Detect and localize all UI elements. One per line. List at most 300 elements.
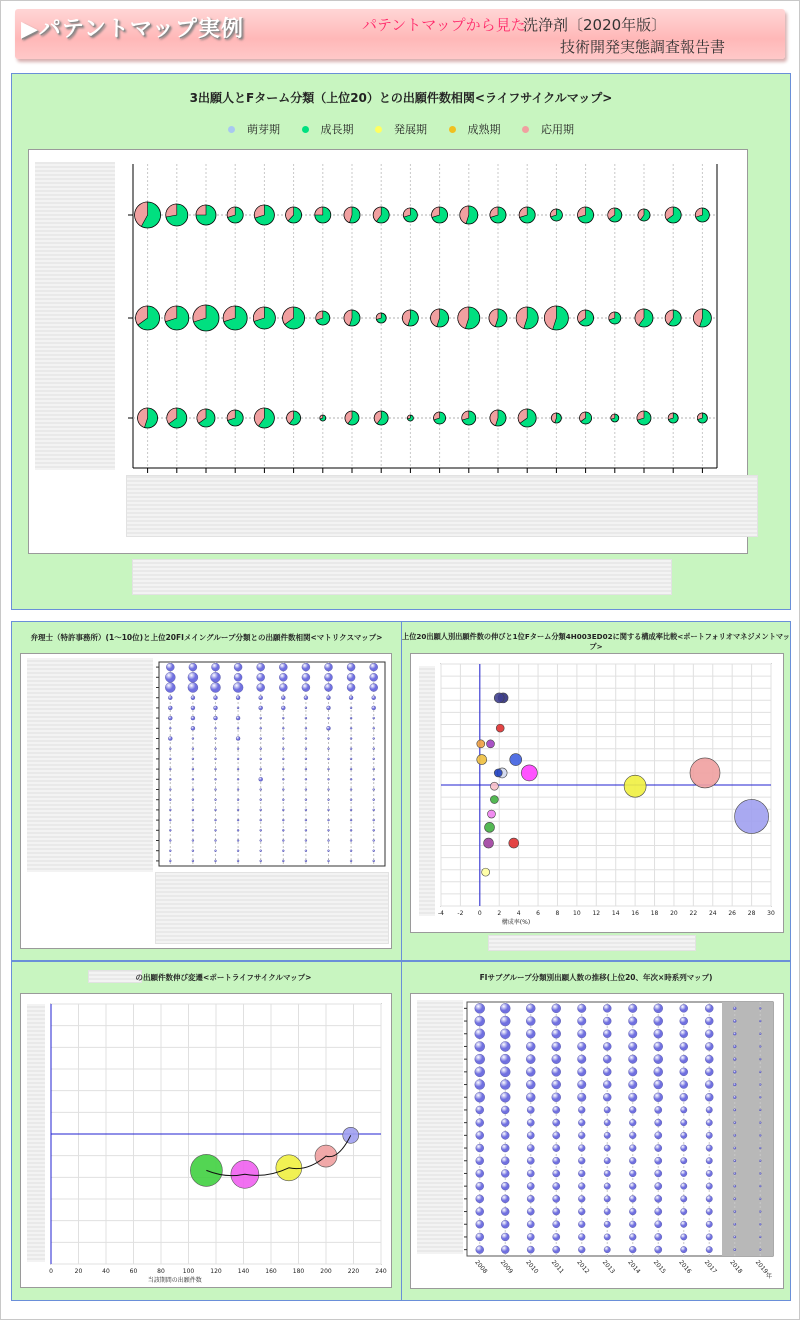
matrix-bubble-r13-c6: [305, 799, 307, 801]
portfolio-chart-box: [410, 653, 784, 933]
matrix-bubble-r0-c6: [302, 663, 310, 671]
ts-bubble-r18-c7: [655, 1233, 662, 1240]
ts-bubble-r11-c2: [527, 1144, 534, 1151]
matrix-bubble-r7-c9: [373, 738, 375, 740]
ts-bubble-r8-c5: [604, 1107, 610, 1113]
matrix-bubble-r16-c3: [237, 829, 239, 831]
matrix-bubble-r10-c6: [305, 768, 307, 770]
matrix-bubble-r19-c1: [192, 860, 194, 862]
portlife-panel: [11, 961, 402, 1301]
matrix-bubble-r18-c2: [215, 850, 217, 852]
ts-bubble-r7-c9: [705, 1093, 713, 1101]
matrix-bubble-r16-c9: [373, 829, 375, 831]
matrix-bubble-r0-c3: [234, 663, 242, 671]
ts-bubble-r1-c1: [500, 1016, 510, 1026]
matrix-bubble-r1-c3: [234, 673, 242, 681]
ts-bubble-r2-c1: [500, 1029, 510, 1039]
ts-bubble-r11-c3: [553, 1144, 560, 1151]
ts-bubble-r11-c8: [681, 1145, 687, 1151]
ts-bubble-r17-c4: [578, 1221, 585, 1228]
ts-bubble-r11-c10: [734, 1147, 736, 1149]
portlife-x-tick-label-10: 200: [320, 1268, 332, 1275]
ts-year-label-7: 2015: [651, 1258, 667, 1276]
matrix-bubble-r9-c0: [169, 758, 171, 760]
matrix-bubble-r5-c2: [214, 716, 218, 720]
ts-bubble-r18-c11: [759, 1236, 761, 1238]
matrix-bubble-r4-c7: [327, 706, 331, 710]
ts-year-label-2: 2010: [524, 1258, 540, 1276]
ts-bubble-r13-c7: [655, 1170, 662, 1177]
matrix-bubble-r0-c1: [189, 663, 197, 671]
ts-bubble-r9-c5: [604, 1119, 610, 1125]
ts-bubble-r5-c10: [733, 1070, 736, 1073]
ts-bubble-r17-c8: [681, 1221, 687, 1227]
matrix-bubble-r18-c3: [237, 850, 239, 852]
matrix-bubble-r7-c2: [215, 738, 217, 740]
ts-bubble-r8-c11: [759, 1109, 761, 1111]
ts-bubble-r12-c2: [527, 1157, 534, 1164]
matrix-bubble-r15-c1: [192, 819, 194, 821]
ts-bubble-r15-c4: [578, 1195, 585, 1202]
ts-bubble-r6-c2: [526, 1080, 535, 1089]
matrix-bubble-r5-c3: [236, 716, 240, 720]
matrix-bubble-r14-c8: [350, 809, 352, 811]
matrix-bubble-r17-c9: [373, 840, 375, 842]
ts-bubble-r9-c9: [706, 1119, 712, 1125]
header-doc-name: 洗浄剤〔2020年版〕: [523, 16, 667, 34]
ts-year-label-5: 2013: [600, 1258, 616, 1276]
matrix-bubble-r14-c2: [215, 809, 217, 811]
ts-bubble-r8-c1: [501, 1106, 509, 1114]
ts-bubble-r4-c11: [759, 1058, 761, 1060]
matrix-bubble-r12-c8: [350, 789, 352, 791]
header-subtitle: パテントマップから見た: [362, 16, 526, 34]
ts-bubble-r14-c11: [759, 1185, 761, 1187]
legend-item-0: [228, 121, 280, 137]
redacted-portfolio-caption: [488, 935, 696, 951]
ts-bubble-r2-c6: [629, 1030, 638, 1039]
portfolio-x-tick-label-6: 8: [555, 910, 560, 917]
ts-bubble-r16-c11: [759, 1211, 761, 1213]
ts-bubble-r5-c4: [578, 1068, 587, 1077]
matrix-bubble-r6-c3: [237, 727, 239, 729]
slice-r2-c16: [611, 414, 615, 419]
ts-bubble-r8-c4: [578, 1107, 585, 1114]
ts-bubble-r2-c4: [578, 1030, 587, 1039]
ts-bubble-r5-c7: [654, 1067, 663, 1076]
matrix-bubble-r18-c6: [305, 850, 307, 852]
ts-bubble-r9-c8: [681, 1119, 687, 1125]
matrix-bubble-r17-c7: [328, 840, 330, 842]
ts-bubble-r19-c2: [527, 1246, 534, 1253]
ts-bubble-r10-c7: [655, 1132, 662, 1139]
ts-bubble-r6-c0: [475, 1080, 485, 1090]
ts-bubble-r16-c1: [501, 1208, 509, 1216]
ts-bubble-r5-c2: [526, 1067, 535, 1076]
portlife-chart-title: の出願件数伸び変遷<ポートライフサイクルマップ>: [135, 973, 312, 982]
matrix-bubble-r2-c8: [347, 684, 355, 692]
matrix-bubble-r0-c2: [212, 663, 220, 671]
matrix-bubble-r17-c0: [169, 840, 171, 842]
matrix-bubble-r7-c3: [236, 737, 240, 741]
ts-bubble-r4-c3: [552, 1055, 561, 1064]
portlife-map-chart: [21, 994, 391, 1287]
ts-bubble-r1-c9: [705, 1017, 713, 1025]
ts-bubble-r16-c2: [527, 1208, 534, 1215]
matrix-bubble-r1-c5: [279, 673, 287, 681]
matrix-bubble-r5-c9: [373, 717, 375, 719]
matrix-bubble-r9-c9: [373, 758, 375, 760]
main-legend: [12, 121, 790, 137]
matrix-bubble-r6-c8: [350, 727, 352, 729]
ts-bubble-r8-c9: [706, 1107, 712, 1113]
ts-bubble-r15-c11: [759, 1198, 761, 1200]
ts-bubble-r7-c2: [526, 1093, 535, 1102]
ts-bubble-r12-c3: [553, 1157, 560, 1164]
portlife-x-tick-label-7: 140: [237, 1268, 250, 1275]
matrix-bubble-r14-c5: [282, 809, 284, 811]
ts-year-label-9: 2017: [702, 1258, 718, 1276]
matrix-bubble-r7-c0: [168, 737, 172, 741]
portfolio-point-5: [477, 755, 487, 765]
ts-bubble-r13-c4: [578, 1170, 585, 1177]
matrix-bubble-r0-c7: [325, 663, 333, 671]
ts-bubble-r17-c10: [734, 1223, 736, 1225]
portfolio-point-17: [484, 838, 494, 848]
ts-bubble-r6-c11: [759, 1084, 761, 1086]
matrix-bubble-r19-c2: [215, 860, 217, 862]
ts-bubble-r0-c10: [733, 1007, 736, 1010]
ts-bubble-r5-c8: [680, 1068, 688, 1076]
ts-bubble-r5-c1: [500, 1067, 510, 1077]
ts-bubble-r12-c1: [501, 1157, 509, 1165]
ts-bubble-r17-c9: [706, 1221, 712, 1227]
portfolio-x-axis-label: 構成率(%): [501, 919, 531, 926]
ts-bubble-r0-c3: [552, 1004, 561, 1013]
matrix-bubble-r10-c0: [169, 768, 171, 770]
matrix-bubble-r10-c2: [215, 768, 217, 770]
ts-bubble-r3-c9: [705, 1042, 713, 1050]
matrix-bubble-r12-c1: [192, 789, 194, 791]
ts-bubble-r12-c11: [759, 1160, 761, 1162]
matrix-bubble-r1-c7: [325, 673, 333, 681]
timeseries-panel: [401, 961, 791, 1301]
ts-bubble-r9-c10: [734, 1121, 736, 1123]
ts-bubble-r5-c11: [759, 1071, 761, 1073]
ts-bubble-r7-c11: [759, 1096, 761, 1098]
ts-bubble-r9-c2: [527, 1119, 534, 1126]
slice-r2-c9: [407, 415, 410, 419]
ts-bubble-r19-c0: [476, 1246, 484, 1254]
matrix-bubble-r12-c6: [305, 789, 307, 791]
matrix-bubble-r4-c4: [259, 706, 263, 710]
matrix-bubble-r2-c6: [302, 684, 310, 692]
timeseries-shaded-region: [722, 1002, 773, 1256]
ts-bubble-r1-c10: [733, 1020, 736, 1023]
ts-bubble-r1-c7: [654, 1017, 663, 1026]
matrix-bubble-r3-c5: [281, 696, 285, 700]
matrix-bubble-r12-c0: [169, 789, 171, 791]
ts-bubble-r11-c1: [501, 1144, 509, 1152]
ts-bubble-r6-c3: [552, 1080, 561, 1089]
matrix-bubble-r8-c3: [237, 748, 239, 750]
portfolio-x-tick-label-17: 30: [767, 910, 775, 917]
portfolio-x-tick-label-7: 10: [573, 910, 581, 917]
matrix-bubble-r4-c0: [168, 706, 172, 710]
ts-bubble-r3-c10: [733, 1045, 736, 1048]
ts-bubble-r19-c10: [734, 1248, 736, 1250]
ts-bubble-r2-c9: [705, 1030, 713, 1038]
ts-bubble-r14-c9: [706, 1183, 712, 1189]
portfolio-point-4: [487, 740, 495, 748]
matrix-bubble-r7-c1: [192, 738, 194, 740]
ts-bubble-r13-c11: [759, 1172, 761, 1174]
ts-bubble-r12-c10: [734, 1160, 736, 1162]
ts-bubble-r4-c8: [680, 1055, 688, 1063]
matrix-bubble-r1-c1: [188, 672, 198, 682]
ts-bubble-r11-c4: [578, 1145, 585, 1152]
ts-bubble-r5-c5: [603, 1068, 611, 1076]
matrix-bubble-r15-c5: [282, 819, 284, 821]
ts-bubble-r1-c6: [629, 1017, 638, 1026]
matrix-bubble-r8-c6: [305, 748, 307, 750]
page-title: ▶パテントマップ実例: [21, 17, 244, 42]
ts-bubble-r15-c6: [629, 1195, 636, 1202]
ts-bubble-r2-c2: [526, 1029, 535, 1038]
ts-bubble-r14-c2: [527, 1183, 534, 1190]
matrix-bubble-r19-c6: [305, 860, 307, 862]
ts-bubble-r18-c3: [553, 1233, 560, 1240]
matrix-bubble-r11-c9: [373, 778, 375, 780]
header-banner: [15, 9, 785, 59]
ts-bubble-r9-c1: [501, 1119, 509, 1127]
matrix-bubble-r16-c7: [328, 829, 330, 831]
ts-bubble-r14-c6: [629, 1183, 636, 1190]
portlife-x-tick-label-4: 80: [157, 1268, 165, 1275]
matrix-bubble-r4-c3: [237, 707, 239, 709]
ts-bubble-r16-c7: [655, 1208, 662, 1215]
matrix-bubble-r16-c2: [215, 829, 217, 831]
ts-bubble-r16-c3: [553, 1208, 560, 1215]
matrix-bubble-r13-c9: [373, 799, 375, 801]
ts-bubble-r14-c8: [681, 1183, 687, 1189]
ts-bubble-r10-c2: [527, 1132, 534, 1139]
matrix-bubble-r5-c5: [282, 717, 284, 719]
ts-bubble-r2-c8: [680, 1030, 688, 1038]
ts-bubble-r14-c0: [476, 1182, 484, 1190]
ts-bubble-r2-c7: [654, 1029, 663, 1038]
matrix-bubble-r11-c5: [282, 778, 284, 780]
ts-bubble-r5-c9: [705, 1068, 713, 1076]
matrix-bubble-r6-c4: [260, 727, 262, 729]
ts-bubble-r1-c0: [475, 1016, 485, 1026]
matrix-bubble-r14-c1: [192, 809, 194, 811]
ts-bubble-r18-c8: [681, 1234, 687, 1240]
ts-bubble-r17-c2: [527, 1221, 534, 1228]
portfolio-panel: [401, 621, 791, 961]
ts-bubble-r10-c8: [681, 1132, 687, 1138]
portfolio-point-9: [494, 769, 502, 777]
ts-bubble-r6-c7: [654, 1080, 663, 1089]
timeseries-map-chart: [411, 994, 783, 1288]
ts-bubble-r15-c10: [734, 1198, 736, 1200]
matrix-bubble-r8-c1: [192, 748, 194, 750]
matrix-bubble-r0-c5: [279, 663, 287, 671]
ts-bubble-r13-c9: [706, 1170, 712, 1176]
matrix-bubble-r2-c2: [211, 683, 221, 693]
matrix-bubble-r9-c2: [215, 758, 217, 760]
matrix-bubble-r0-c0: [166, 663, 174, 671]
portlife-x-tick-label-0: 0: [49, 1268, 53, 1275]
ts-bubble-r9-c11: [759, 1122, 761, 1124]
ts-bubble-r3-c4: [578, 1042, 587, 1051]
ts-bubble-r11-c7: [655, 1144, 662, 1151]
ts-bubble-r2-c0: [475, 1029, 485, 1039]
ts-bubble-r17-c11: [759, 1223, 761, 1225]
portfolio-x-tick-label-12: 20: [670, 910, 678, 917]
matrix-bubble-r8-c4: [260, 748, 262, 750]
ts-bubble-r19-c3: [553, 1246, 560, 1253]
matrix-bubble-r15-c8: [350, 819, 352, 821]
matrix-bubble-r13-c4: [260, 799, 262, 801]
ts-bubble-r8-c6: [629, 1107, 636, 1114]
ts-bubble-r4-c4: [578, 1055, 587, 1064]
matrix-bubble-r15-c6: [305, 819, 307, 821]
matrix-bubble-r19-c7: [328, 860, 330, 862]
ts-bubble-r13-c8: [681, 1170, 687, 1176]
ts-bubble-r10-c11: [759, 1134, 761, 1136]
ts-bubble-r10-c3: [553, 1132, 560, 1139]
ts-bubble-r7-c4: [578, 1093, 587, 1102]
matrix-bubble-r8-c2: [215, 748, 217, 750]
main-chart-title: 3出願人とFターム分類（上位20）との出願件数相関<ライフサイクルマップ>: [189, 91, 613, 105]
matrix-bubble-r2-c7: [325, 684, 333, 692]
ts-bubble-r4-c10: [733, 1058, 736, 1061]
matrix-bubble-r3-c3: [236, 696, 240, 700]
matrix-bubble-r5-c1: [191, 716, 195, 720]
ts-bubble-r2-c3: [552, 1029, 561, 1038]
ts-bubble-r19-c4: [578, 1246, 585, 1253]
matrix-bubble-r1-c9: [370, 673, 378, 681]
legend-label-2: 発展期: [394, 123, 427, 136]
matrix-bubble-r9-c5: [282, 758, 284, 760]
matrix-bubble-r14-c0: [169, 809, 171, 811]
legend-swatch-2: [375, 126, 382, 133]
matrix-bubble-r18-c9: [373, 850, 375, 852]
matrix-bubble-r11-c4: [259, 777, 263, 781]
ts-bubble-r15-c1: [501, 1195, 509, 1203]
matrix-bubble-r11-c2: [215, 778, 217, 780]
ts-bubble-r6-c10: [733, 1083, 736, 1086]
matrix-bubble-r4-c1: [191, 706, 195, 710]
ts-bubble-r12-c8: [681, 1158, 687, 1164]
legend-swatch-1: [302, 126, 309, 133]
matrix-bubble-r9-c6: [305, 758, 307, 760]
portfolio-point-19: [482, 868, 490, 876]
matrix-bubble-r12-c9: [373, 789, 375, 791]
portfolio-point-18: [509, 838, 519, 848]
ts-bubble-r12-c0: [476, 1157, 484, 1165]
portfolio-x-tick-label-14: 24: [708, 910, 717, 917]
ts-bubble-r5-c0: [475, 1067, 485, 1077]
legend-item-4: [522, 121, 574, 137]
ts-bubble-r3-c6: [629, 1042, 638, 1051]
matrix-bubble-r5-c0: [168, 716, 172, 720]
portfolio-x-tick-label-1: -2: [457, 910, 464, 917]
portfolio-x-tick-label-10: 16: [631, 910, 639, 917]
matrix-bubble-r14-c7: [328, 809, 330, 811]
legend-swatch-4: [522, 126, 529, 133]
matrix-bubble-r11-c1: [192, 778, 194, 780]
matrix-bubble-r12-c2: [215, 789, 217, 791]
matrix-bubble-r15-c7: [328, 819, 330, 821]
portfolio-x-tick-label-4: 4: [516, 910, 521, 917]
matrix-bubble-r17-c2: [215, 840, 217, 842]
ts-bubble-r11-c11: [759, 1147, 761, 1149]
ts-bubble-r19-c5: [604, 1246, 610, 1252]
portfolio-map-chart: [411, 654, 783, 932]
slice-r0-c2: [196, 205, 206, 215]
ts-bubble-r7-c10: [733, 1096, 736, 1099]
legend-swatch-3: [449, 126, 456, 133]
matrix-bubble-r1-c2: [211, 672, 221, 682]
ts-bubble-r10-c6: [629, 1132, 636, 1139]
ts-bubble-r15-c3: [553, 1195, 560, 1202]
matrix-bubble-r16-c4: [260, 829, 262, 831]
matrix-bubble-r17-c8: [350, 840, 352, 842]
portfolio-point-3: [477, 740, 485, 748]
ts-year-label-1: 2009: [498, 1258, 514, 1276]
ts-bubble-r16-c9: [706, 1208, 712, 1214]
ts-bubble-r13-c1: [501, 1169, 509, 1177]
matrix-bubble-r11-c8: [350, 778, 352, 780]
ts-bubble-r18-c10: [734, 1236, 736, 1238]
matrix-bubble-r12-c7: [328, 789, 330, 791]
matrix-bubble-r2-c5: [279, 684, 287, 692]
matrix-bubble-r15-c3: [237, 819, 239, 821]
matrix-bubble-r18-c5: [282, 850, 284, 852]
portlife-x-tick-label-8: 160: [265, 1268, 277, 1275]
redacted-fi-labels: [155, 872, 389, 944]
ts-bubble-r10-c5: [604, 1132, 610, 1138]
ts-bubble-r6-c5: [603, 1081, 611, 1089]
ts-year-label-0: 2008: [473, 1258, 489, 1276]
ts-bubble-r19-c7: [655, 1246, 662, 1253]
portfolio-point-2: [496, 724, 504, 732]
ts-bubble-r4-c1: [500, 1054, 510, 1064]
ts-bubble-r8-c0: [476, 1106, 484, 1114]
matrix-bubble-r7-c7: [328, 738, 330, 740]
ts-bubble-r13-c3: [553, 1170, 560, 1177]
matrix-bubble-r12-c5: [282, 789, 284, 791]
main-chart-box: [28, 149, 748, 554]
matrix-bubble-r14-c4: [260, 809, 262, 811]
ts-bubble-r16-c10: [734, 1210, 736, 1212]
ts-bubble-r15-c5: [604, 1196, 610, 1202]
legend-label-4: 応用期: [541, 123, 574, 136]
matrix-bubble-r8-c9: [373, 748, 375, 750]
ts-bubble-r11-c0: [476, 1144, 484, 1152]
ts-bubble-r19-c8: [681, 1246, 687, 1252]
portfolio-x-tick-label-8: 12: [592, 910, 601, 917]
matrix-bubble-r13-c7: [328, 799, 330, 801]
ts-bubble-r3-c7: [654, 1042, 663, 1051]
ts-bubble-r15-c8: [681, 1196, 687, 1202]
ts-bubble-r1-c5: [603, 1017, 611, 1025]
ts-bubble-r7-c0: [475, 1092, 485, 1102]
portfolio-point-11: [624, 775, 646, 797]
portfolio-point-15: [487, 810, 495, 818]
